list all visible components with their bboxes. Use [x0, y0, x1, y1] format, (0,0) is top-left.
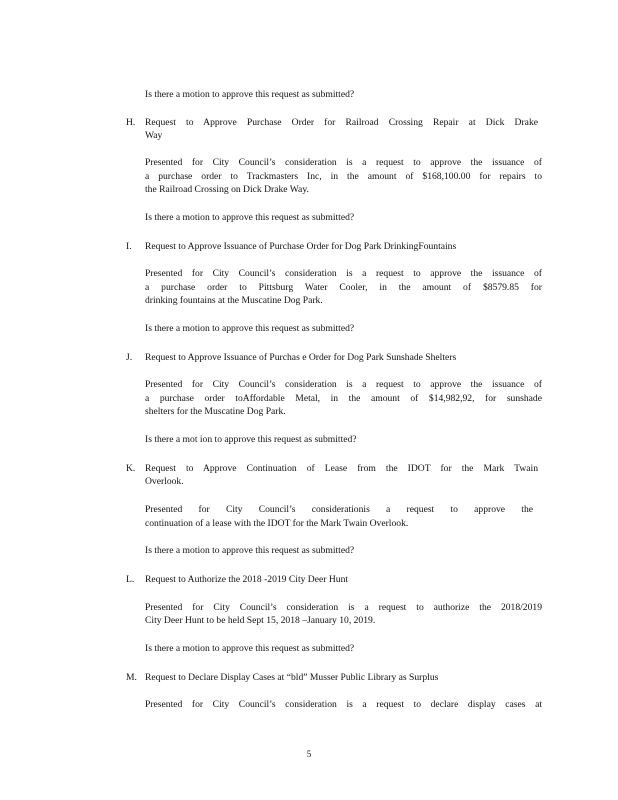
item-title: Request to Declare Display Cases at “bld” Musser Public Library as Surplus: [145, 672, 439, 683]
item-paragraph-line: Presented for City Council’s consideration is a request to approve the issuance of: [145, 379, 542, 390]
item-paragraph-line: drinking fountains at the Muscatine Dog Park.: [145, 295, 323, 306]
item-title: Request to Approve Issuance of Purchase Order for Dog Park DrinkingFountains: [145, 241, 457, 252]
item-title: Request to Approve Purchase Order for Railroad Crossing Repair at Dick Drake: [145, 117, 538, 128]
item-title: Request to Authorize the 2018 -2019 City Deer Hunt: [145, 574, 349, 585]
item-letter: M.: [126, 672, 137, 683]
item-paragraph-line: a purchase order to Trackmasters Inc, in the amount of $168,100.00 for repairs to: [145, 171, 542, 182]
item-title-cont: Way: [145, 130, 163, 141]
item-title: Request to Approve Continuation of Lease from the IDOT for the Mark Twain: [145, 463, 538, 474]
item-paragraph-line: Presented for City Council’s consideration is a request to declare display cases at: [145, 699, 542, 710]
motion-question: Is there a motion to approve this request as submitted?: [145, 323, 355, 334]
item-letter: L.: [126, 574, 135, 585]
item-paragraph-line: continuation of a lease with the IDOT for the Mark Twain Overlook.: [145, 518, 409, 529]
item-letter: J.: [126, 352, 133, 363]
item-paragraph-line: a purchase order toAffordable Metal, in the amount of $14,982,92, for sunshade: [145, 393, 542, 404]
item-paragraph-line: a purchase order to Pittsburg Water Cooler, in the amount of $8579.85 for: [145, 282, 542, 293]
item-paragraph-line: Presented for City Council’s consideration is a request to approve the issuance of: [145, 157, 542, 168]
item-title: Request to Approve Issuance of Purchas e Order for Dog Park Sunshade Shelters: [145, 352, 457, 363]
item-paragraph-line: shelters for the Muscatine Dog Park.: [145, 406, 286, 417]
motion-question: Is there a motion to approve this request as submitted?: [145, 545, 355, 556]
motion-question: Is there a motion to approve this request as submitted?: [145, 643, 355, 654]
motion-question: Is there a motion to approve this request as submitted?: [145, 89, 355, 100]
item-letter: H.: [126, 117, 136, 128]
item-paragraph-line: City Deer Hunt to be held Sept 15, 2018 –January 10, 2019.: [145, 615, 376, 626]
item-paragraph-line: Presented for City Council’s consideration is a request to approve the issuance of: [145, 268, 542, 279]
item-paragraph-line: Presented for City Council’s consideration is a request to authorize the 2018/2019: [145, 602, 542, 613]
item-title-cont: Overlook.: [145, 476, 184, 487]
item-letter: I.: [126, 241, 132, 252]
motion-question: Is there a motion to approve this request as submitted?: [145, 212, 355, 223]
page-number: 5: [306, 749, 312, 759]
item-paragraph-line: the Railroad Crossing on Dick Drake Way.: [145, 184, 309, 195]
item-letter: K.: [126, 463, 136, 474]
motion-question: Is there a mot ion to approve this request as submitted?: [145, 434, 357, 445]
item-paragraph-line: Presented for City Council’s considerationis a request to approve the: [145, 504, 533, 515]
